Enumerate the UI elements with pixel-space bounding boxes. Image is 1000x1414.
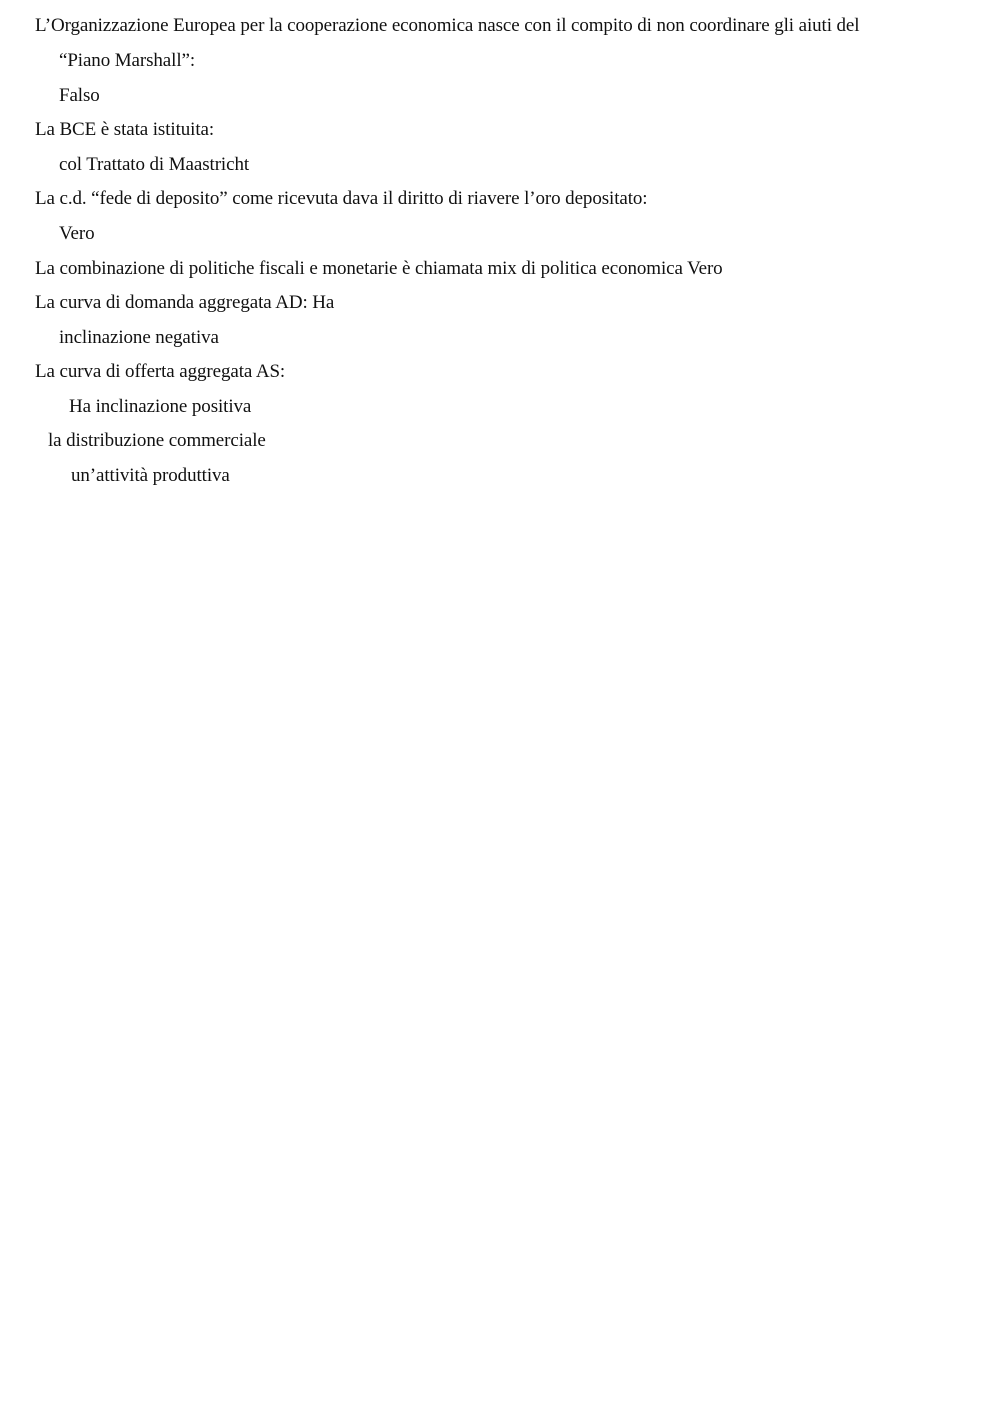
question-bce: La BCE è stata istituita: bbox=[35, 119, 215, 140]
answer-distribuzione-commerciale: un’attività produttiva bbox=[71, 465, 230, 486]
question-curva-offerta: La curva di offerta aggregata AS: bbox=[35, 361, 286, 382]
question-fede-di-deposito: La c.d. “fede di deposito” come ricevuta dava il diritto di riavere l’oro depositato: bbox=[35, 188, 648, 209]
answer-fede-di-deposito: Vero bbox=[59, 223, 95, 244]
answer-bce: col Trattato di Maastricht bbox=[59, 154, 250, 175]
question-oece-line-2: “Piano Marshall”: bbox=[59, 50, 196, 71]
answer-oece: Falso bbox=[59, 85, 100, 106]
question-oece-line-1: L’Organizzazione Europea per la cooperazione economica nasce con il compito di non coordinare gli aiuti del bbox=[35, 15, 860, 36]
question-distribuzione-commerciale: la distribuzione commerciale bbox=[48, 430, 266, 451]
question-mix-politica-economica: La combinazione di politiche fiscali e monetarie è chiamata mix di politica economica Vero bbox=[35, 258, 723, 279]
question-curva-domanda: La curva di domanda aggregata AD: Ha bbox=[35, 292, 335, 313]
answer-curva-offerta: Ha inclinazione positiva bbox=[69, 396, 252, 417]
answer-curva-domanda: inclinazione negativa bbox=[59, 327, 219, 348]
